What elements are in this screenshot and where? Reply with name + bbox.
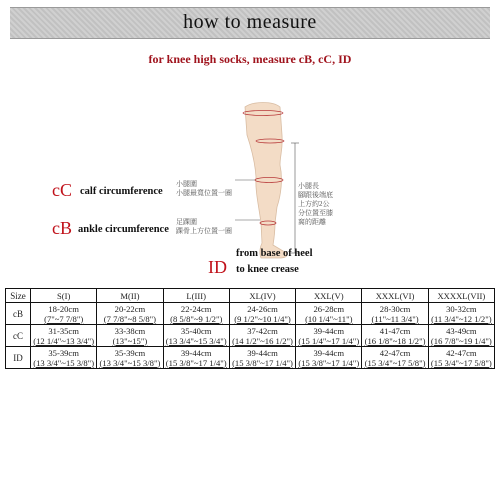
table-cell xyxy=(428,303,494,325)
table-cell xyxy=(97,347,163,369)
table-header-cell: M(II) xyxy=(97,289,163,303)
row-label: cC xyxy=(6,325,31,347)
cjk-calf-note: 小腿圍 小腿最寬位置一圈 xyxy=(176,180,232,197)
cell-cm: 39-44cm xyxy=(247,347,278,358)
table-row xyxy=(6,325,495,347)
table-cell xyxy=(31,325,97,347)
cjk-ankle-note: 足踝圍 踝骨上方位置一圈 xyxy=(176,218,232,235)
cell-inch: (13 3/4"~15 3/8") xyxy=(33,357,95,368)
table-header-cell: XXXXL(VII) xyxy=(428,289,494,303)
cell-cm: 39-44cm xyxy=(180,347,212,358)
cell-inch: (13 3/4"~15 3/4") xyxy=(165,335,227,346)
cell-cm: 31-35cm xyxy=(48,325,79,336)
leg-diagram xyxy=(225,95,335,265)
table-cell xyxy=(362,325,428,347)
table-cell xyxy=(163,347,229,369)
cell-cm: 22-24cm xyxy=(180,303,212,314)
table-cell xyxy=(428,347,494,369)
cell-cm: 20-22cm xyxy=(114,303,146,314)
page-title: how to measure xyxy=(183,11,317,33)
id-desc-bottom: to knee crease xyxy=(236,264,299,275)
table-cell xyxy=(163,325,229,347)
table-cell xyxy=(229,325,295,347)
table-header-cell: L(III) xyxy=(163,289,229,303)
table-cell xyxy=(296,347,362,369)
table-cell xyxy=(97,303,163,325)
cell-cm: 39-44cm xyxy=(313,325,345,336)
table-header-cell: Size xyxy=(6,289,31,303)
cell-cm: 18-20cm xyxy=(48,303,79,314)
cell-inch: (15 3/4"~17 5/8") xyxy=(364,357,426,368)
table-cell xyxy=(31,347,97,369)
cell-inch: (12 1/4"~13 3/4") xyxy=(33,335,95,346)
table-header-cell: XXL(V) xyxy=(296,289,362,303)
cell-inch: (8 5/8"~9 1/2") xyxy=(170,313,223,324)
table-cell xyxy=(229,347,295,369)
size-table xyxy=(5,288,495,369)
cell-cm: 35-39cm xyxy=(114,347,146,358)
cell-inch: (15 3/8"~17 1/4") xyxy=(232,357,293,368)
cc-code: cC xyxy=(52,180,72,200)
subtitle: for knee high socks, measure cB, cC, ID xyxy=(148,52,352,66)
table-cell xyxy=(97,325,163,347)
cell-inch: (9 1/2"~10 1/4") xyxy=(234,313,291,324)
cell-inch: (14 1/2"~16 1/2") xyxy=(232,335,293,346)
cell-inch: (16 1/8"~18 1/2") xyxy=(364,335,426,346)
id-code: ID xyxy=(208,257,227,277)
cell-inch: (15 1/4"~17 1/4") xyxy=(298,335,360,346)
table-cell xyxy=(31,303,97,325)
cc-desc: calf circumference xyxy=(80,186,163,197)
table-row xyxy=(6,303,495,325)
cell-cm: 39-44cm xyxy=(313,347,345,358)
cell-cm: 37-42cm xyxy=(247,325,278,336)
cell-cm: 35-40cm xyxy=(180,325,212,336)
row-label: cB xyxy=(6,303,31,325)
cell-inch: (13"~15") xyxy=(112,335,148,346)
cell-cm: 35-39cm xyxy=(48,347,79,358)
cell-cm: 30-32cm xyxy=(446,303,477,314)
cell-cm: 24-26cm xyxy=(247,303,278,314)
cell-inch: (7 7/8"~8 5/8") xyxy=(103,313,157,324)
row-label: ID xyxy=(6,347,31,369)
cell-inch: (11 3/4"~12 1/2") xyxy=(431,313,492,324)
table-header-row xyxy=(6,289,495,303)
table-cell xyxy=(229,303,295,325)
cell-inch: (15 3/8"~17 1/4") xyxy=(165,357,227,368)
id-desc-top: from base of heel xyxy=(236,248,313,259)
table-header-cell: S(I) xyxy=(31,289,97,303)
cell-inch: (15 3/4"~17 5/8") xyxy=(430,357,492,368)
table-header-cell: XXXL(VI) xyxy=(362,289,428,303)
cell-cm: 42-47cm xyxy=(379,347,411,358)
cell-cm: 26-28cm xyxy=(313,303,345,314)
cell-cm: 33-38cm xyxy=(114,325,146,336)
cell-inch: (15 3/8"~17 1/4") xyxy=(298,357,360,368)
table-cell xyxy=(296,303,362,325)
cell-inch: (13 3/4"~15 3/8") xyxy=(99,357,161,368)
cell-cm: 43-49cm xyxy=(446,325,477,336)
table-cell xyxy=(296,325,362,347)
cb-desc: ankle circumference xyxy=(78,224,169,235)
table-cell xyxy=(163,303,229,325)
cell-cm: 41-47cm xyxy=(379,325,411,336)
table-header-cell: XL(IV) xyxy=(229,289,295,303)
table-cell xyxy=(428,325,494,347)
cell-inch: (11"~11 3/4") xyxy=(371,313,419,324)
cell-cm: 42-47cm xyxy=(446,347,477,358)
cb-code: cB xyxy=(52,218,72,238)
title-bar xyxy=(10,7,490,39)
cell-inch: (16 7/8"~19 1/4") xyxy=(430,335,492,346)
table-cell xyxy=(362,347,428,369)
table-row xyxy=(6,347,495,369)
cell-cm: 28-30cm xyxy=(379,303,411,314)
cjk-length-note: 小腿長 腳跟後端底 上方約2公 分位置至膝 窩的距離 xyxy=(298,182,333,226)
cell-inch: (10 1/4"~11") xyxy=(305,313,353,324)
table-cell xyxy=(362,303,428,325)
cell-inch: (7"~7 7/8") xyxy=(44,313,84,324)
